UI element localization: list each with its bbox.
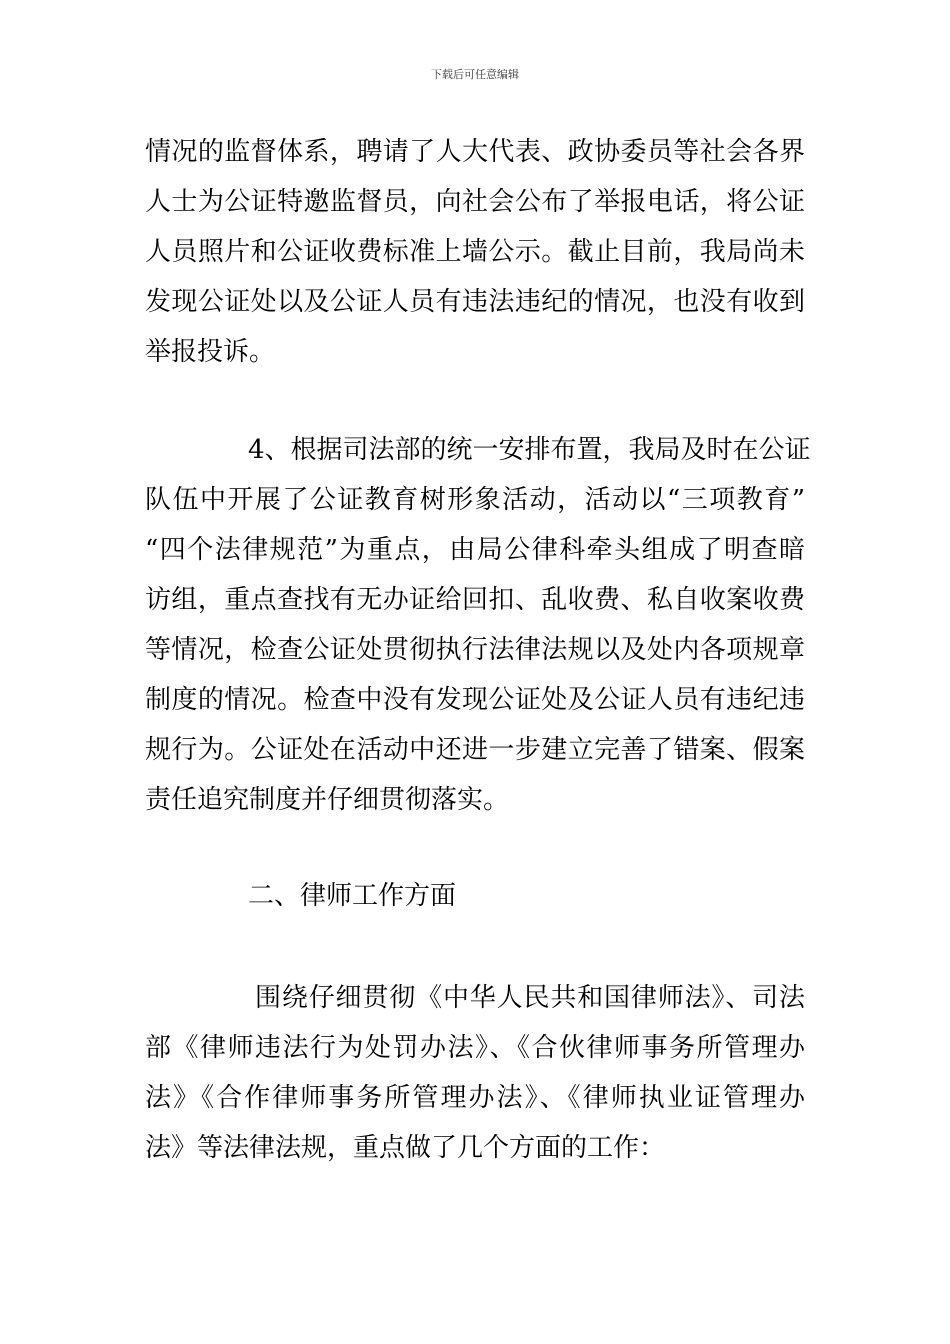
paragraph-2-line-1: 4、根据司法部的统一安排布置，我局及时在公证 — [248, 435, 811, 465]
paragraph-3-line-1: 围绕仔细贯彻《中华人民共和国律师法》、司法 — [255, 983, 805, 1013]
paragraph-3-line-2: 部《律师违法行为处罚办法》、《合伙律师事务所管理办 — [145, 1033, 805, 1063]
paragraph-1-line-4: 发现公证处以及公证人员有违法违纪的情况，也没有收到 — [145, 287, 805, 317]
paragraph-1-line-5: 举报投诉。 — [145, 337, 276, 367]
paragraph-3-line-4: 法》等法律法规，重点做了几个方面的工作： — [145, 1133, 666, 1163]
paragraph-2-line-7: 规行为。公证处在活动中还进一步建立完善了错案、假案 — [145, 735, 805, 765]
paragraph-2-line-6: 制度的情况。检查中没有发现公证处及公证人员有违纪违 — [145, 685, 805, 715]
section-heading: 二、律师工作方面 — [248, 881, 457, 911]
paragraph-2-line-5: 等情况，检查公证处贯彻执行法律法规以及处内各项规章 — [145, 635, 805, 665]
paragraph-3-line-3: 法》《合作律师事务所管理办法》、《律师执业证管理办 — [145, 1083, 805, 1113]
paragraph-1-line-3: 人员照片和公证收费标准上墙公示。截止目前，我局尚未 — [145, 237, 805, 267]
paragraph-2-line-2: 队伍中开展了公证教育树形象活动，活动以“三项教育” — [145, 485, 805, 515]
header-note: 下载后可任意编辑 — [431, 68, 519, 81]
paragraph-2-line-4: 访组，重点查找有无办证给回扣、乱收费、私自收案收费 — [145, 585, 805, 615]
paragraph-1-line-1: 情况的监督体系，聘请了人大代表、政协委员等社会各界 — [145, 137, 805, 167]
paragraph-2-line-3: “四个法律规范”为重点，由局公律科牵头组成了明查暗 — [145, 535, 805, 565]
paragraph-2-line-8: 责任追究制度并仔细贯彻落实。 — [145, 785, 510, 815]
paragraph-1-line-2: 人士为公证特邀监督员，向社会公布了举报电话，将公证 — [145, 187, 805, 217]
